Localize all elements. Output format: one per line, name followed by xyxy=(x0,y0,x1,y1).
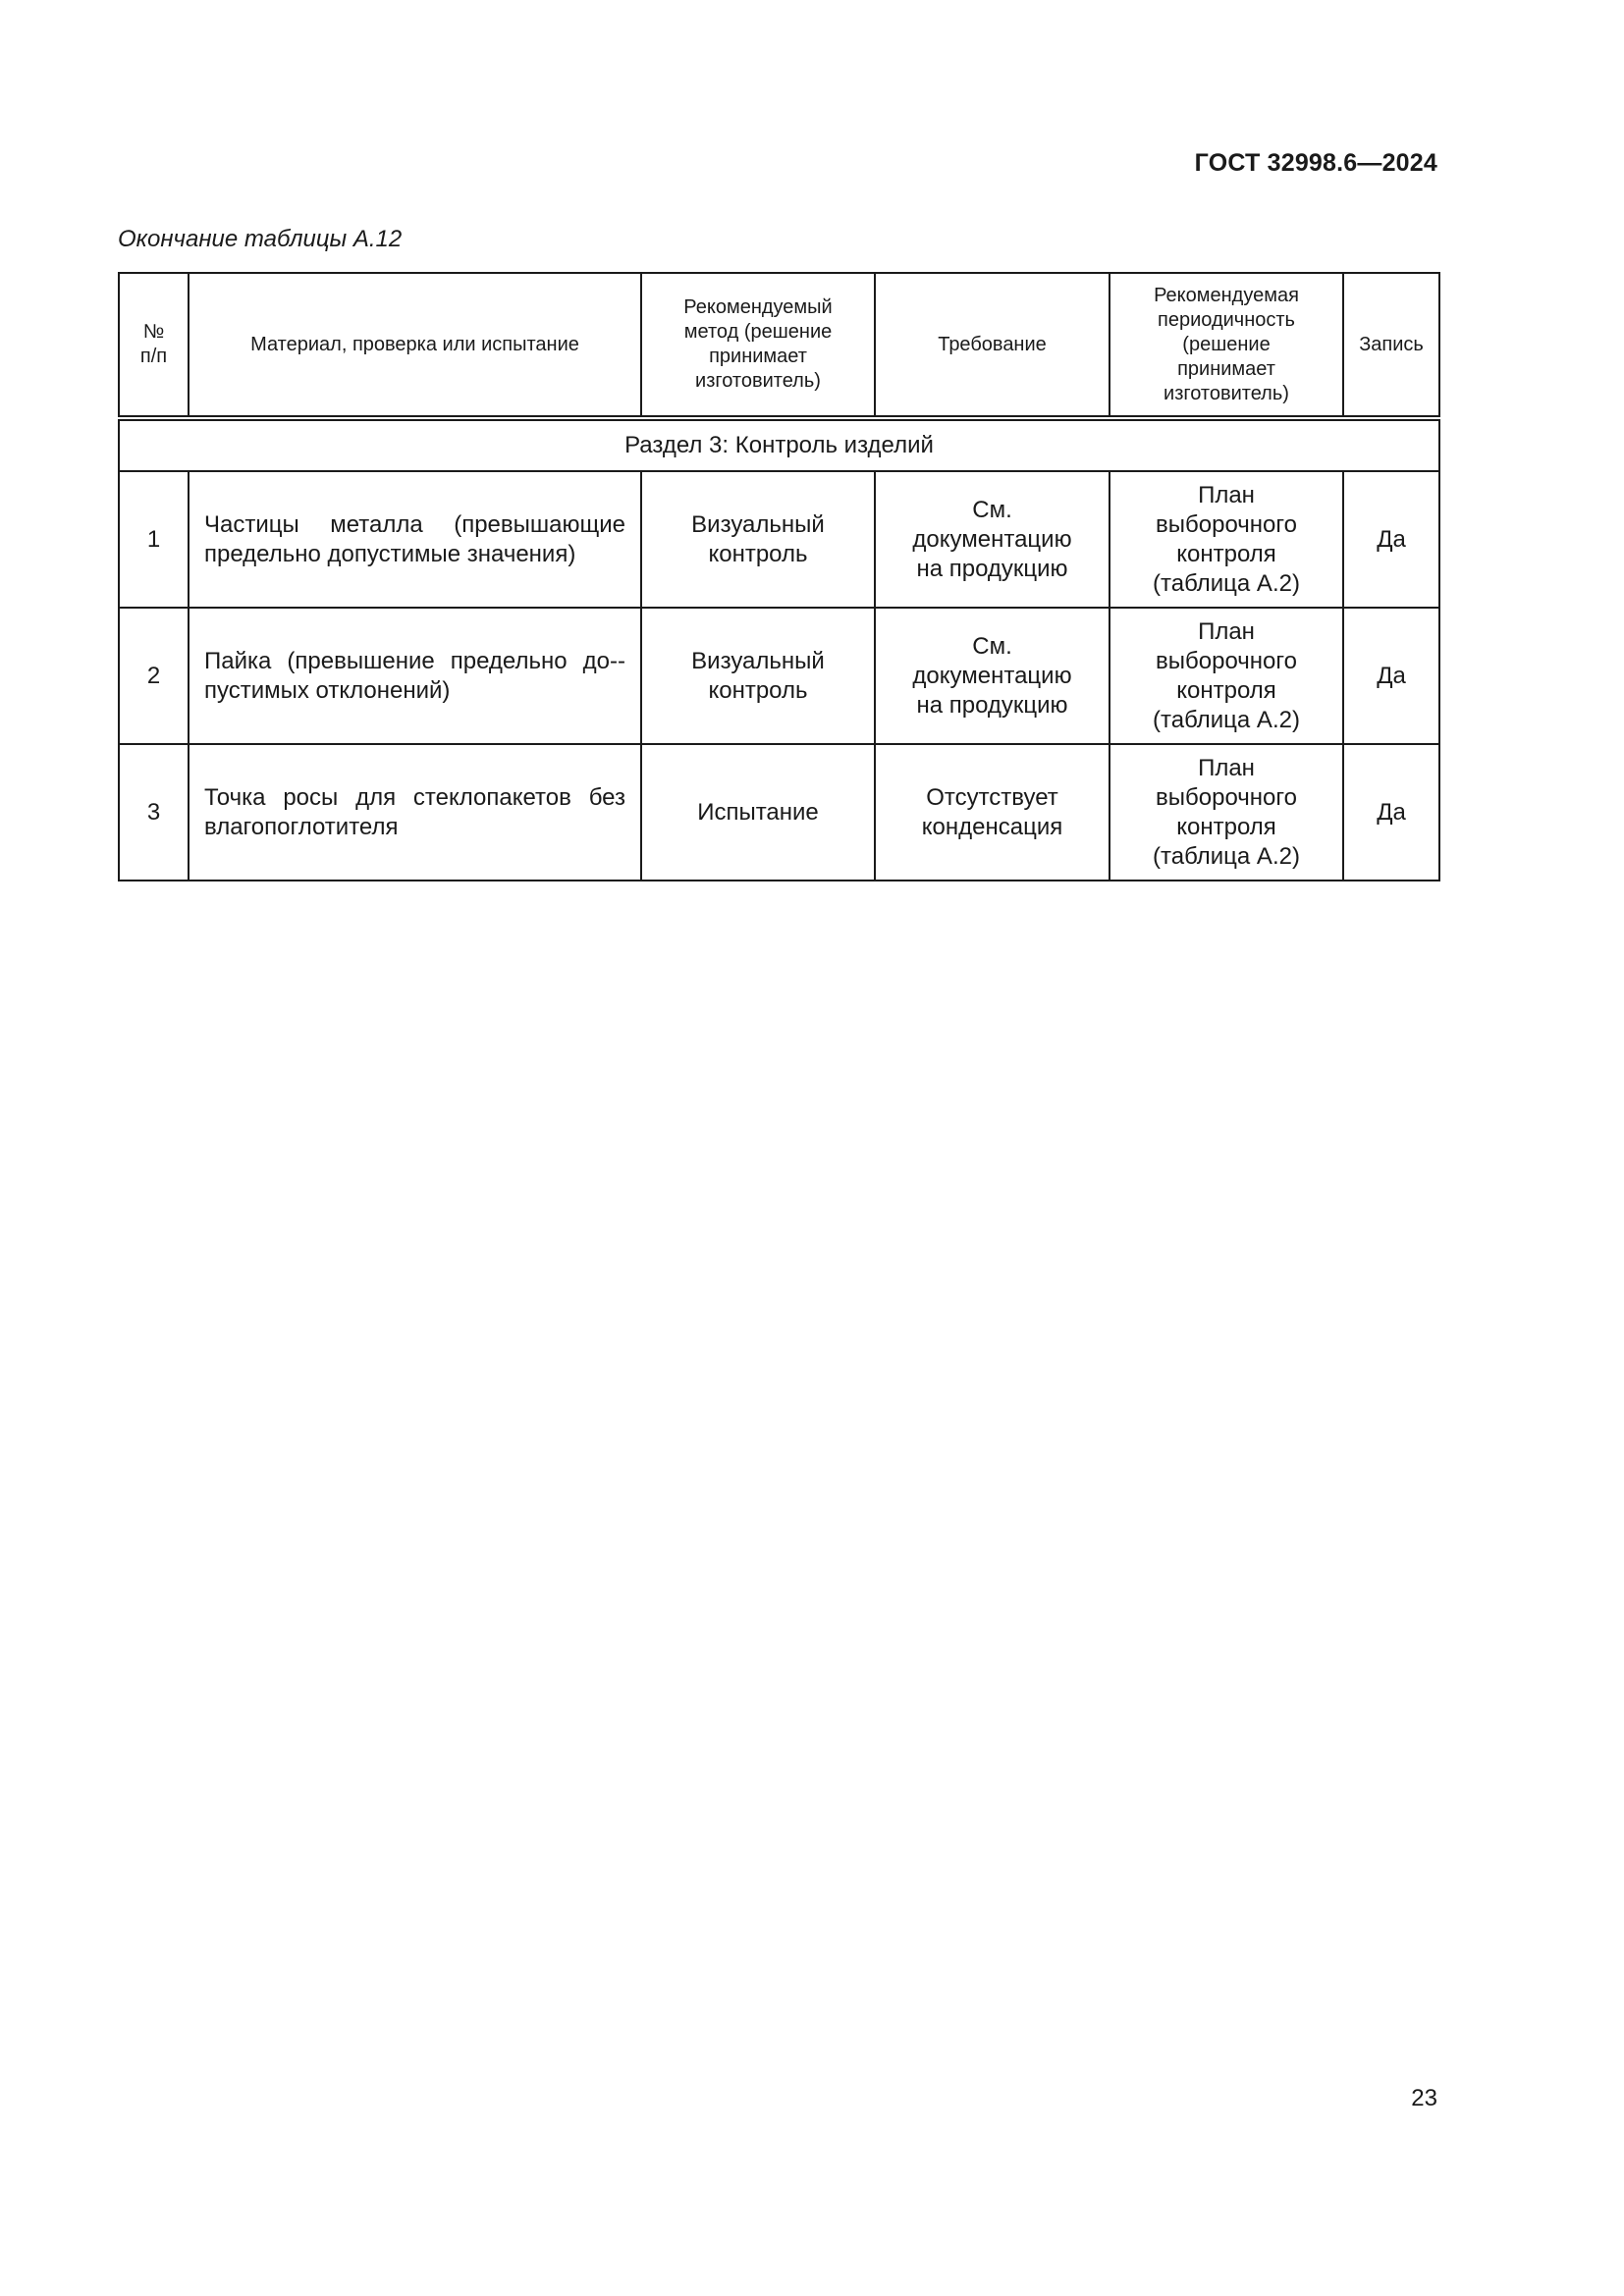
cell-material: Частицы металла (превышающие предельно допустимые значения) xyxy=(189,471,641,608)
cell-material: Пайка (превышение предельно до-пустимых отклонений) xyxy=(189,608,641,744)
table-row xyxy=(119,744,1439,881)
cell-record: Да xyxy=(1343,608,1439,744)
table-row xyxy=(119,608,1439,744)
cell-requirement: Отсутствует конденсация xyxy=(875,744,1110,881)
cell-requirement: См. документацию на продукцию xyxy=(875,608,1110,744)
cell-method: Испытание xyxy=(641,744,875,881)
header-method: Рекомендуемый метод (решение принимает изготовитель) xyxy=(641,273,875,418)
document-code: ГОСТ 32998.6—2024 xyxy=(1194,149,1437,177)
table-header-row xyxy=(119,273,1439,418)
cell-frequency: План выборочного контроля (таблица А.2) xyxy=(1110,744,1343,881)
cell-frequency: План выборочного контроля (таблица А.2) xyxy=(1110,471,1343,608)
section-title: Раздел 3: Контроль изделий xyxy=(119,418,1439,471)
section-row xyxy=(119,418,1439,471)
cell-num: 1 xyxy=(119,471,189,608)
header-record: Запись xyxy=(1343,273,1439,418)
cell-requirement: См. документацию на продукцию xyxy=(875,471,1110,608)
header-material: Материал, проверка или испытание xyxy=(189,273,641,418)
inspection-table xyxy=(118,272,1440,881)
table-row xyxy=(119,471,1439,608)
cell-record: Да xyxy=(1343,744,1439,881)
page-number: 23 xyxy=(1411,2085,1437,2111)
cell-num: 2 xyxy=(119,608,189,744)
header-num: № п/п xyxy=(119,273,189,418)
header-frequency: Рекомендуемая периодичность (решение принимает изготовитель) xyxy=(1110,273,1343,418)
cell-num: 3 xyxy=(119,744,189,881)
cell-method: Визуальный контроль xyxy=(641,608,875,744)
cell-frequency: План выборочного контроля (таблица А.2) xyxy=(1110,608,1343,744)
header-requirement: Требование xyxy=(875,273,1110,418)
cell-record: Да xyxy=(1343,471,1439,608)
table-caption: Окончание таблицы А.12 xyxy=(118,226,403,252)
cell-material: Точка росы для стеклопакетов без влагопоглотителя xyxy=(189,744,641,881)
cell-method: Визуальный контроль xyxy=(641,471,875,608)
